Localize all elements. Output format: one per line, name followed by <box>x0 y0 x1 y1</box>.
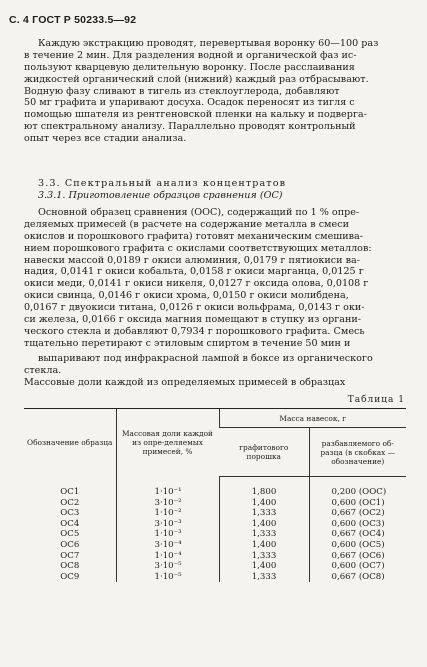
page-header: С. 4 ГОСТ Р 50233.5—92 <box>9 14 137 26</box>
table-row: ОС1 1·10⁻¹ 1,800 0,200 (ООС) <box>24 477 406 498</box>
table-1 <box>24 408 406 582</box>
table-row: ОС9 1·10⁻⁵ 1,333 0,667 (ОС8) <box>24 572 406 583</box>
header-diluted-sample: разбавляемого об-разца (в скобках — обозначение) <box>309 428 406 477</box>
table-row: ОС6 3·10⁻⁴ 1,400 0,600 (ОС5) <box>24 540 406 551</box>
table-row: ОС5 1·10⁻³ 1,333 0,667 (ОС4) <box>24 529 406 540</box>
section-3-3-heading: 3.3. Спектральный анализ концентратов <box>38 178 287 189</box>
table-row: ОС8 3·10⁻⁵ 1,400 0,600 (ОС7) <box>24 561 406 572</box>
header-designation: Обозначение образца <box>24 409 116 477</box>
paragraph-mass-fractions: выпаривают под инфракрасной лампой в боксе из органического стекла. Массовые доли каждой из определяемых примесей в образцах <box>24 353 373 388</box>
header-sample-mass: Масса навесок, г <box>219 409 406 428</box>
paragraph-reference-samples: Основной образец сравнения (ООС), содержащий по 1 % опре- деляемых примесей (в расчете на содержание металла в смеси окислов и порошкового графита) готовят механическим смешива- нием порошкового графита с окислами соответствующих металлов: навески массой 0,0189 г окиси алюминия, 0,0179 г пятиокиси ва- надия, 0,0141 г окиси кобальта, 0,0158 г окиси марганца, 0,0125 г окиси меди, 0,0141 г окиси никеля, 0,0127 г оксида олова, 0,0108 г окиси свинца, 0,0146 г окиси хрома, 0,0150 г окиси молибдена, 0,0167 г двуокиси титана, 0,0126 г окиси вольфрама, 0,0143 г оки- си железа, 0,0166 г оксида магния помещают в ступку из органи- ческого стекла и добавляют 0,7934 г порошкового графита. Смесь тщательно перетирают с этиловым спиртом в течение 50 мин и <box>24 207 372 349</box>
table-row: ОС4 3·10⁻³ 1,400 0,600 (ОС3) <box>24 519 406 530</box>
section-heading <box>24 178 410 202</box>
header-mass-fraction: Массовая доли каждой из опре-деляемых примесей, % <box>116 409 219 477</box>
paragraph-extraction: Каждую экстракцию проводят, перевертывая воронку 60—100 раз в течение 2 мин. Для разделения водной и органической фаз ис- пользуют кварцевую делительную воронку. После расслаивания жидкостей органический слой (нижний) каждый раз отбрасывают. Водную фазу сливают в тигель из стеклоуглерода, добавляют 50 мг графита и упаривают досуха. Осадок переносят из тигля с помощью шпателя из рентгеновской пленки на кальку и подверга- ют спектральному анализу. Параллельно проводят контрольный опыт через все стадии анализа. <box>24 38 379 145</box>
table-row: ОС7 1·10⁻⁴ 1,333 0,667 (ОС6) <box>24 551 406 562</box>
table-row: ОС2 3·10⁻² 1,400 0,600 (ОС1) <box>24 498 406 509</box>
section-3-3-1-heading: 3.3.1. Приготовление образцов сравнения (ОС) <box>38 189 283 201</box>
table-row: ОС3 1·10⁻² 1,333 0,667 (ОС2) <box>24 508 406 519</box>
table-caption: Таблица 1 <box>347 395 405 405</box>
header-graphite-powder: графитового порошка <box>219 428 309 477</box>
